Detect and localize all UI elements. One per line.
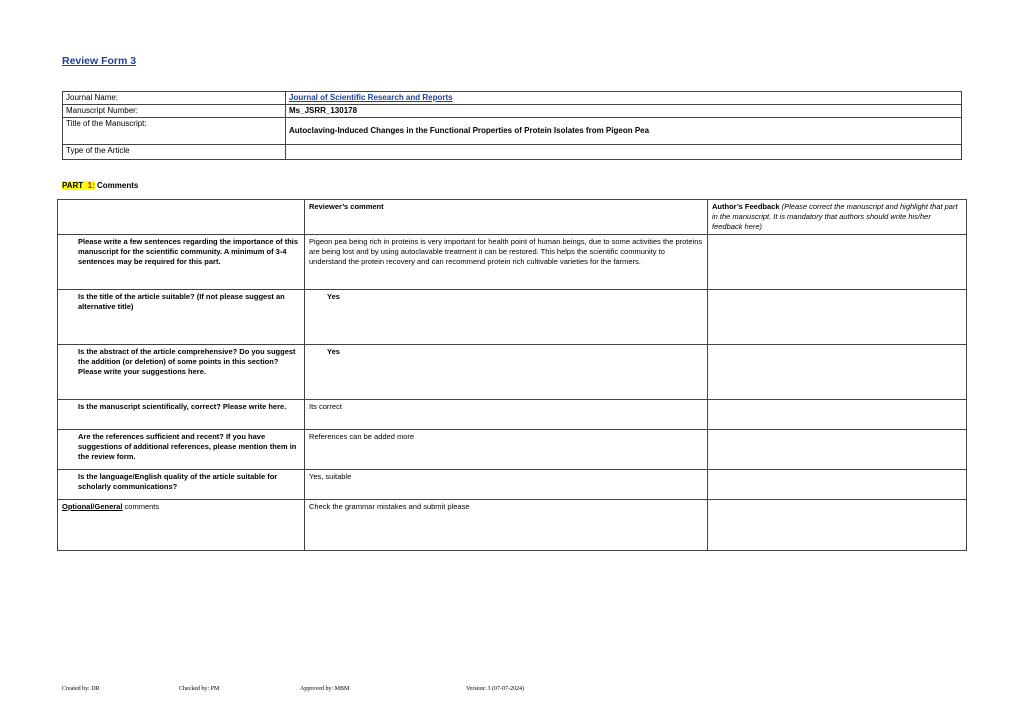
optional-comments-suffix: comments (124, 502, 160, 511)
author-feedback-cell[interactable] (708, 345, 967, 400)
author-feedback-title: Author’s Feedback (712, 202, 780, 211)
reviewer-comment-header: Reviewer’s comment (305, 200, 708, 235)
article-type-value (286, 145, 962, 160)
reviewer-comment-cell[interactable]: References can be added more (305, 430, 708, 470)
manuscript-title-label: Title of the Manuscript: (63, 118, 286, 145)
reviewer-comment-cell[interactable]: Its correct (305, 400, 708, 430)
question-cell: Is the language/English quality of the article suitable for scholarly communications? (58, 470, 305, 500)
table-row (58, 235, 967, 290)
part-heading (62, 181, 138, 190)
table-row (58, 290, 967, 345)
reviewer-comment-cell[interactable] (305, 290, 708, 345)
optional-comments-row (58, 500, 967, 551)
part-title: Comments (97, 181, 139, 190)
manuscript-title-value: Autoclaving-Induced Changes in the Functional Properties of Protein Isolates from Pigeon Pea (286, 118, 962, 145)
optional-general-label: Optional/General (62, 502, 123, 511)
author-feedback-cell[interactable] (708, 290, 967, 345)
optional-comments-label-cell (58, 500, 305, 551)
part-number: 1: (87, 181, 95, 190)
part-highlight (62, 181, 95, 190)
table-row (58, 430, 967, 470)
footer-checked-by: Checked by: PM (179, 686, 220, 692)
author-feedback-cell[interactable] (708, 400, 967, 430)
part-label: PART (62, 181, 84, 190)
author-feedback-header (708, 200, 967, 235)
author-feedback-instructions: (Please correct the manuscript and highlight that part in the manuscript. It is mandatory that authors should write his/her feedback here) (712, 202, 958, 231)
optional-comment-cell[interactable]: Check the grammar mistakes and submit please (305, 500, 708, 551)
journal-row (63, 92, 962, 105)
reviewer-comment-cell[interactable]: Yes, suitable (305, 470, 708, 500)
manuscript-number-value: Ms_JSRR_130178 (286, 105, 962, 118)
journal-label: Journal Name: (63, 92, 286, 105)
manuscript-number-label: Manuscript Number: (63, 105, 286, 118)
reviewer-comment-text: Yes (327, 292, 340, 301)
author-feedback-cell[interactable] (708, 470, 967, 500)
footer-created-by: Created by: DR (62, 686, 100, 692)
question-cell: Are the references sufficient and recent? If you have suggestions of additional references, please mention them in the review form. (58, 430, 305, 470)
table-row (58, 400, 967, 430)
question-cell: Is the manuscript scientifically, correct? Please write here. (58, 400, 305, 430)
table-row (58, 345, 967, 400)
manuscript-info-table (62, 91, 962, 160)
question-cell: Is the title of the article suitable? (If not please suggest an alternative title) (58, 290, 305, 345)
journal-link[interactable]: Journal of Scientific Research and Reports (289, 93, 453, 102)
author-feedback-cell[interactable] (708, 430, 967, 470)
title-row (63, 118, 962, 145)
empty-header-cell (58, 200, 305, 235)
comments-header-row (58, 200, 967, 235)
table-row (58, 470, 967, 500)
reviewer-comment-text: Yes (327, 347, 340, 356)
reviewer-comment-cell[interactable]: Pigeon pea being rich in proteins is very important for health point of human beings, due to some activities the proteins are being lost and by using autoclavable treatment it can be restored. This helps the scientific community to understand the protein recovery and can recommend protein rich cultivable varieties for the farmers. (305, 235, 708, 290)
author-feedback-cell[interactable] (708, 235, 967, 290)
reviewer-comment-cell[interactable] (305, 345, 708, 400)
form-title: Review Form 3 (62, 55, 137, 67)
comments-table (57, 199, 967, 551)
footer-approved-by: Approved by: MBM (300, 686, 350, 692)
footer-version: Version: 3 (07-07-2024) (466, 686, 524, 692)
journal-value[interactable] (286, 92, 962, 105)
manuscript-number-row (63, 105, 962, 118)
author-feedback-cell[interactable] (708, 500, 967, 551)
question-cell: Please write a few sentences regarding the importance of this manuscript for the scientific community. A minimum of 3-4 sentences may be required for this part. (58, 235, 305, 290)
article-type-label: Type of the Article (63, 145, 286, 160)
article-type-row (63, 145, 962, 160)
question-cell: Is the abstract of the article comprehensive? Do you suggest the addition (or deletion) of some points in this section? Please write your suggestions here. (58, 345, 305, 400)
